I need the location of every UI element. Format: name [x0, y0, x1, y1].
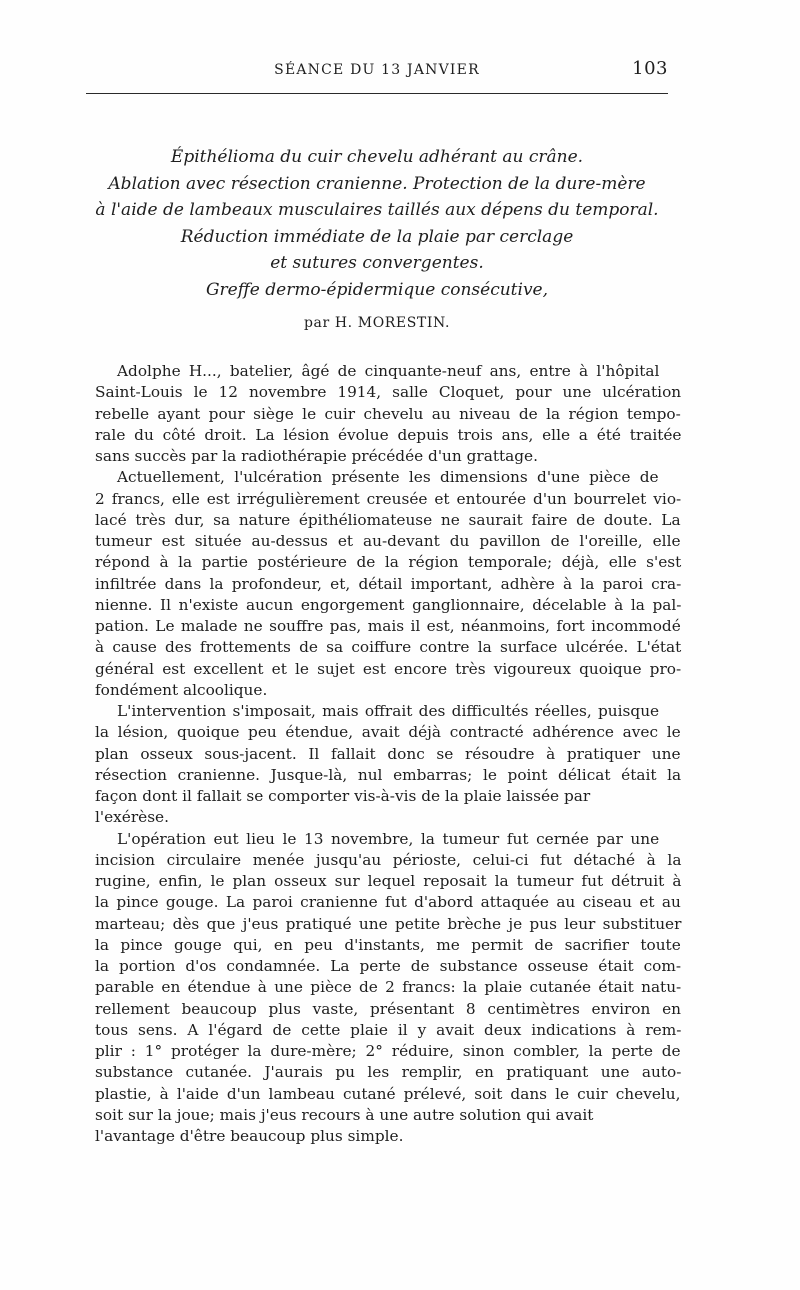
running-head — [86, 56, 668, 88]
body-line: la pince gouge. La paroi cranienne fut d'abord attaquée au ciseau et au — [95, 893, 681, 912]
body-line: marteau; dès que j'eus pratiqué une petite brèche je pus leur substituer — [95, 914, 682, 933]
body-line: rebelle ayant pour siège le cuir chevelu au niveau de la région tempo- — [95, 404, 681, 423]
body-line: Adolphe H..., batelier, âgé de cinquante-neuf ans, entre à l'hôpital — [117, 362, 660, 380]
body-line: plir : 1° protéger la dure-mère; 2° réduire, sinon combler, la perte de — [95, 1042, 681, 1060]
body-line: Saint-Louis le 12 novembre 1914, salle Cloquet, pour une ulcération — [95, 383, 682, 402]
title-line: Réduction immédiate de la plaie par cerclage — [180, 226, 574, 247]
body-line: plan osseux sous-jacent. Il fallait donc se résoudre à pratiquer une — [95, 744, 681, 763]
body-line: tous sens. A l'égard de cette plaie il y avait deux indications à rem- — [95, 1020, 682, 1039]
body-line: lacé très dur, sa nature épithéliomateuse ne saurait faire de doute. La — [95, 510, 681, 529]
title-line: Greffe dermo-épidermique consécutive, — [205, 279, 549, 300]
body-line: rugine, enfin, le plan osseux sur lequel reposait la tumeur fut détruit à — [95, 872, 682, 890]
body-line: la pince gouge qui, en peu d'instants, me permit de sacrifier toute — [95, 935, 681, 954]
running-title: SÉANCE DU 13 JANVIER — [274, 62, 480, 78]
body-line: incision circulaire menée jusqu'au périoste, celui-ci fut détaché à la — [95, 850, 682, 869]
title-line: à l'aide de lambeaux musculaires taillés aux dépens du temporal. — [95, 200, 659, 221]
body-line: la portion d'os condamnée. La perte de substance osseuse était com- — [95, 957, 682, 975]
body-line: soit sur la joue; mais j'eus recours à une autre solution qui avait — [95, 1105, 594, 1124]
body-line: parable en étendue à une pièce de 2 francs: la plaie cutanée était natu- — [95, 978, 682, 997]
title-line: et sutures convergentes. — [270, 253, 484, 274]
body-line: L'opération eut lieu le 13 novembre, la tumeur fut cernée par une — [117, 829, 660, 848]
article-title — [86, 144, 668, 304]
title-line: Épithélioma du cuir chevelu adhérant au crâne. — [170, 147, 584, 167]
body-line: L'intervention s'imposait, mais offrait des difficultés réelles, puisque — [117, 702, 660, 720]
body-line: la lésion, quoique peu étendue, avait déjà contracté adhérence avec le — [95, 723, 681, 742]
body-line: 2 francs, elle est irrégulièrement creusée et entourée d'un bourrelet vio- — [95, 489, 682, 508]
body-line: l'exérèse. — [95, 808, 169, 827]
page-number: 103 — [632, 58, 668, 79]
body-line: fondément alcoolique. — [95, 680, 268, 699]
body-line: tumeur est située au-dessus et au-devant du pavillon de l'oreille, elle — [95, 532, 681, 550]
body-line: à cause des frottements de sa coiffure contre la surface ulcérée. L'état — [95, 638, 682, 657]
body-line: rale du côté droit. La lésion évolue depuis trois ans, elle a été traitée — [95, 425, 682, 444]
body-line: répond à la partie postérieure de la région temporale; déjà, elle s'est — [95, 553, 682, 572]
body-line: nienne. Il n'existe aucun engorgement ganglionnaire, décelable à la pal- — [95, 595, 682, 614]
body-line: général est excellent et le sujet est encore très vigoureux quoique pro- — [95, 659, 682, 678]
body-text — [95, 361, 682, 1147]
body-line: résection cranienne. Jusque-là, nul embarras; le point délicat était la — [95, 765, 682, 784]
body-line: plastie, à l'aide d'un lambeau cutané prélevé, soit dans le cuir chevelu, — [95, 1084, 681, 1103]
body-line: infiltrée dans la profondeur, et, détail important, adhère à la paroi cra- — [95, 574, 682, 593]
body-line: sans succès par la radiothérapie précédée d'un grattage. — [95, 447, 538, 465]
body-line: façon dont il fallait se comporter vis-à-vis de la plaie laissée par — [95, 787, 591, 805]
body-line: Actuellement, l'ulcération présente les dimensions d'une pièce de — [117, 468, 659, 487]
title-line: Ablation avec résection cranienne. Protection de la dure-mère — [108, 173, 646, 194]
body-line: l'avantage d'être beaucoup plus simple. — [95, 1127, 404, 1145]
header-rule — [86, 93, 668, 94]
body-line: rellement beaucoup plus vaste, présentant 8 centimètres environ en — [95, 999, 682, 1018]
body-line: substance cutanée. J'aurais pu les remplir, en pratiquant une auto- — [95, 1063, 682, 1082]
author-byline: par H. MORESTIN. — [304, 315, 450, 331]
body-line: pation. Le malade ne souffre pas, mais il est, néanmoins, fort incommodé — [95, 617, 681, 635]
